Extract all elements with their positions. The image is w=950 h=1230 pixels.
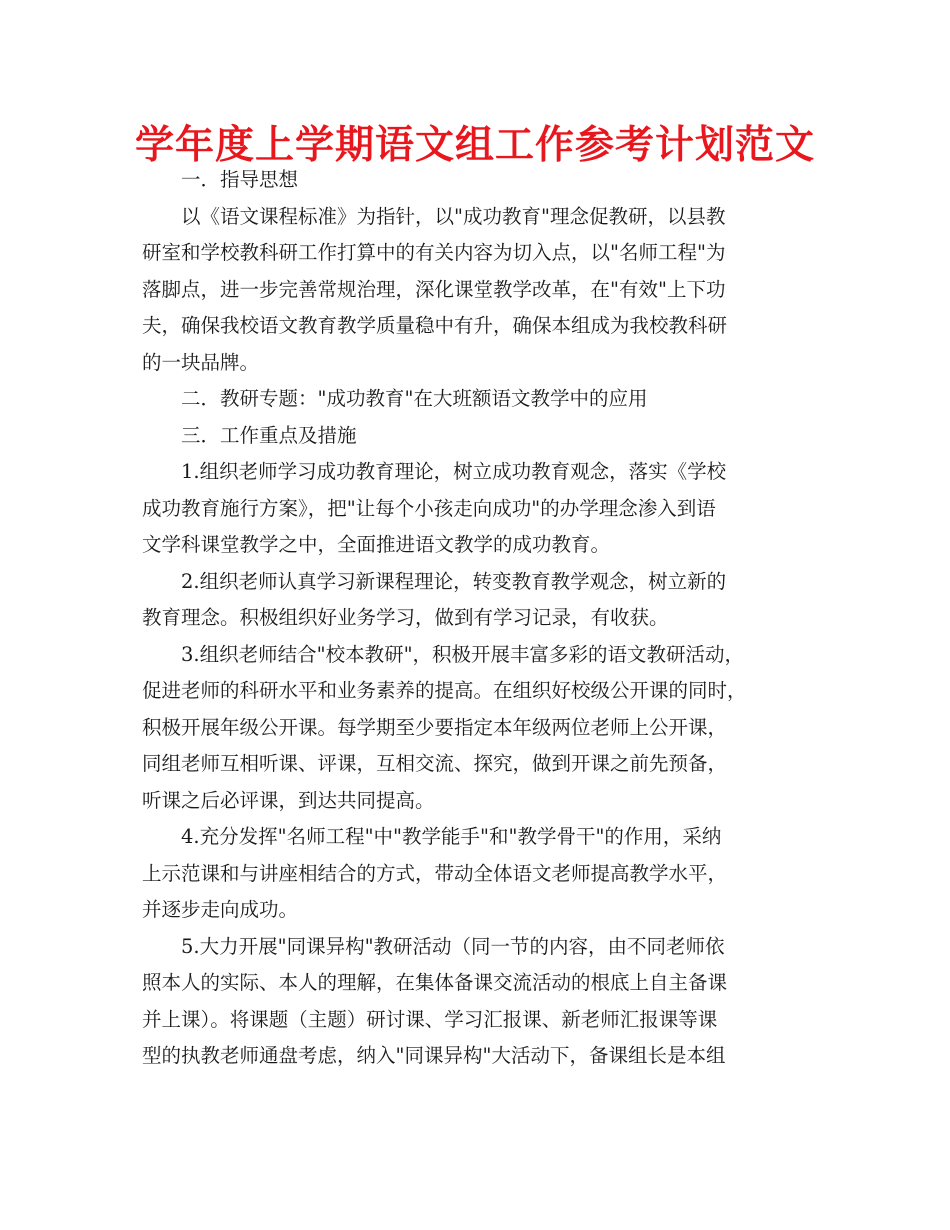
text-line: 5.大力开展"同课异构"教研活动（同一节的内容，由不同老师依: [181, 934, 725, 958]
text-line: 积极开展年级公开课。每学期至少要指定本年级两位老师上公开课，: [142, 715, 728, 739]
text-line: 并上课）。将课题（主题）研讨课、学习汇报课、新老师汇报课等课: [142, 1007, 718, 1031]
paragraph-guiding-ideology: [142, 199, 822, 382]
text-line: 夫，确保我校语文教育教学质量稳中有升，确保本组成为我校教科研: [142, 314, 728, 337]
text-line: 文学科课堂教学之中，全面推进语文教学的成功教育。: [142, 533, 611, 556]
list-item-3: [142, 637, 822, 820]
section-heading-key-work: 三．工作重点及措施: [181, 423, 357, 447]
text-line: 4.充分发挥"名师工程"中"教学能手"和"教学骨干"的作用，采纳: [181, 825, 722, 848]
list-item-2: [142, 564, 822, 637]
text-line: 型的执教老师通盘考虑，纳入"同课异构"大活动下，备课组长是本组: [142, 1044, 726, 1067]
text-line: 落脚点，进一步完善常规治理，深化课堂教学改革，在"有效"上下功: [142, 277, 726, 301]
list-item-1: [142, 454, 822, 564]
text-line: 照本人的实际、本人的理解，在集体备课交流活动的根底上自主备课: [142, 971, 728, 994]
list-item-4: [142, 819, 822, 929]
text-line: 的一块品牌。: [142, 350, 260, 374]
text-line: 同组老师互相听课、评课，互相交流、探究，做到开课之前先预备，: [142, 752, 728, 775]
document-body: [142, 162, 822, 1075]
text-line: 上示范课和与讲座相结合的方式，带动全体语文老师提高教学水平，: [142, 861, 728, 885]
text-line: 2.组织老师认真学习新课程理论，转变教育教学观念，树立新的: [181, 569, 727, 593]
section-heading-research-topic: 二．教研专题："成功教育"在大班额语文教学中的应用: [181, 387, 648, 410]
text-line: 促进老师的科研水平和业务素养的提高。在组织好校级公开课的同时，: [142, 679, 747, 702]
text-line: 1.组织老师学习成功教育理论，树立成功教育观念，落实《学校: [181, 460, 727, 483]
list-item-5: [142, 929, 822, 1075]
document-title: 学年度上学期语文组工作参考计划范文: [134, 123, 815, 168]
text-line: 成功教育施行方案》，把"让每个小孩走向成功"的办学理念渗入到语: [142, 496, 716, 520]
text-line: 教育理念。积极组织好业务学习，做到有学习记录，有收获。: [142, 606, 669, 629]
text-line: 并逐步走向成功。: [142, 898, 299, 921]
text-line: 以《语文课程标准》为指针，以"成功教育"理念促教研，以县教: [181, 204, 726, 228]
text-line: 3.组织老师结合"校本教研"，积极开展丰富多彩的语文教研活动，: [181, 642, 745, 666]
section-heading-guiding-ideology: 一．指导思想: [181, 168, 299, 191]
text-line: 听课之后必评课，到达共同提高。: [142, 788, 435, 812]
text-line: 研室和学校教科研工作打算中的有关内容为切入点，以"名师工程"为: [142, 241, 726, 264]
